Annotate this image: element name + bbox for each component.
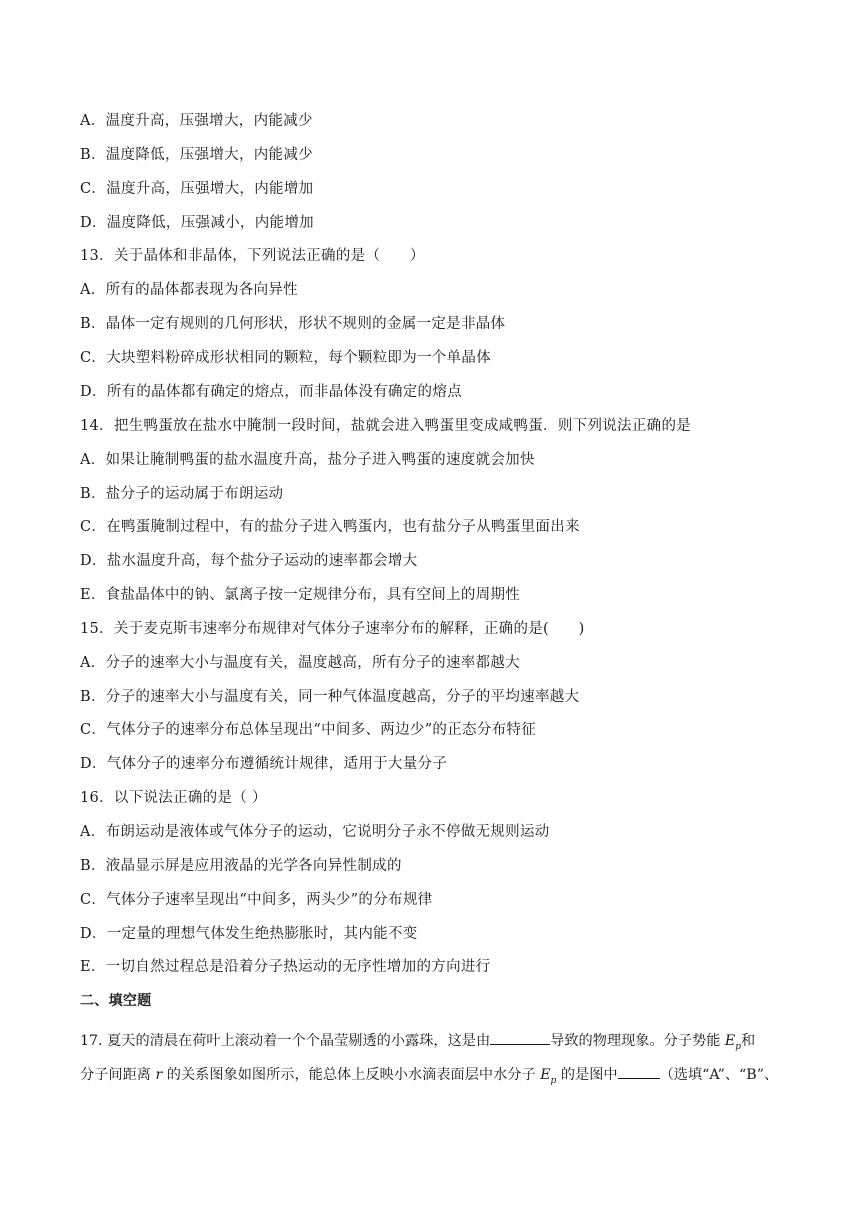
q17-text-1b: 导致的物理现象。分子势能 [550,1033,721,1049]
q15-option-b: B．分子的速率大小与温度有关，同一种气体温度越高，分子的平均速率越大 [80,689,580,705]
q13-stem: 13．关于晶体和非晶体，下列说法正确的是（ ） [80,248,425,264]
q13-option-a: A．所有的晶体都表现为各向异性 [80,282,298,298]
q16-stem: 16．以下说法正确的是（ ） [80,790,267,806]
q14-option-c: C．在鸭蛋腌制过程中，有的盐分子进入鸭蛋内，也有盐分子从鸭蛋里面出来 [80,519,580,535]
q17-var-ep-1: $E_p$ [724,1033,742,1052]
section-heading-fill-blank: 二、填空题 [80,993,152,1009]
q17-line-1 [80,1030,755,1057]
q17-text-2c: 的是图中 [560,1067,618,1083]
q16-option-b: B．液晶显示屏是应用液晶的光学各向异性制成的 [80,858,402,874]
q14-option-b: B．盐分子的运动属于布朗运动 [80,486,284,502]
q15-option-d: D．气体分子的速率分布遵循统计规律，适用于大量分子 [80,756,448,772]
q17-blank-1[interactable] [490,1030,550,1045]
q14-stem: 14．把生鸭蛋放在盐水中腌制一段时间，盐就会进入鸭蛋里变成咸鸭蛋．则下列说法正确的是 [80,418,692,434]
q17-line-2 [80,1064,778,1091]
q17-blank-2[interactable] [618,1064,660,1079]
q16-option-e: E．一切自然过程总是沿着分子热运动的无序性增加的方向进行 [80,959,491,975]
q15-option-c: C．气体分子的速率分布总体呈现出“中间多、两边少”的正态分布特征 [80,722,537,738]
q17-text-1c: 和 [741,1033,756,1049]
q12-option-c: C．温度升高，压强增大，内能增加 [80,181,314,197]
q17-text-2a: 分子间距离 [80,1067,151,1083]
q12-option-a: A．温度升高，压强增大，内能减少 [80,113,313,129]
q13-option-d: D．所有的晶体都有确定的熔点，而非晶体没有确定的熔点 [80,384,462,400]
q13-option-c: C．大块塑料粉碎成形状相同的颗粒，每个颗粒即为一个单晶体 [80,350,491,366]
q16-option-c: C．气体分子速率呈现出“中间多，两头少”的分布规律 [80,892,433,908]
q13-option-b: B．晶体一定有规则的几何形状，形状不规则的金属一定是非晶体 [80,316,506,332]
q17-text-1a: 17. 夏天的清晨在荷叶上滚动着一个个晶莹剔透的小露珠，这是由 [80,1033,491,1049]
q16-option-a: A．布朗运动是液体或气体分子的运动，它说明分子永不停做无规则运动 [80,824,550,840]
q12-option-d: D．温度降低，压强减小，内能增加 [80,215,314,231]
q17-text-2b: 的关系图象如图所示，能总体上反映小水滴表面层中水分子 [166,1067,536,1083]
q17-var-r: r [155,1067,163,1083]
q17-text-2d: （选填“A”、“B”、 [659,1067,779,1083]
q14-option-e: E．食盐晶体中的钠、氯离子按一定规律分布，具有空间上的周期性 [80,587,521,603]
q14-option-a: A．如果让腌制鸭蛋的盐水温度升高，盐分子进入鸭蛋的速度就会加快 [80,452,535,468]
q15-stem: 15．关于麦克斯韦速率分布规律对气体分子速率分布的解释，正确的是( ) [80,621,585,637]
q16-option-d: D．一定量的理想气体发生绝热膨胀时，其内能不变 [80,926,418,942]
q12-option-b: B．温度降低，压强增大，内能减少 [80,147,313,163]
q17-var-ep-2: $E_p$ [540,1067,557,1086]
q15-option-a: A．分子的速率大小与温度有关，温度越高，所有分子的速率都越大 [80,655,520,671]
q14-option-d: D．盐水温度升高，每个盐分子运动的速率都会增大 [80,553,418,569]
